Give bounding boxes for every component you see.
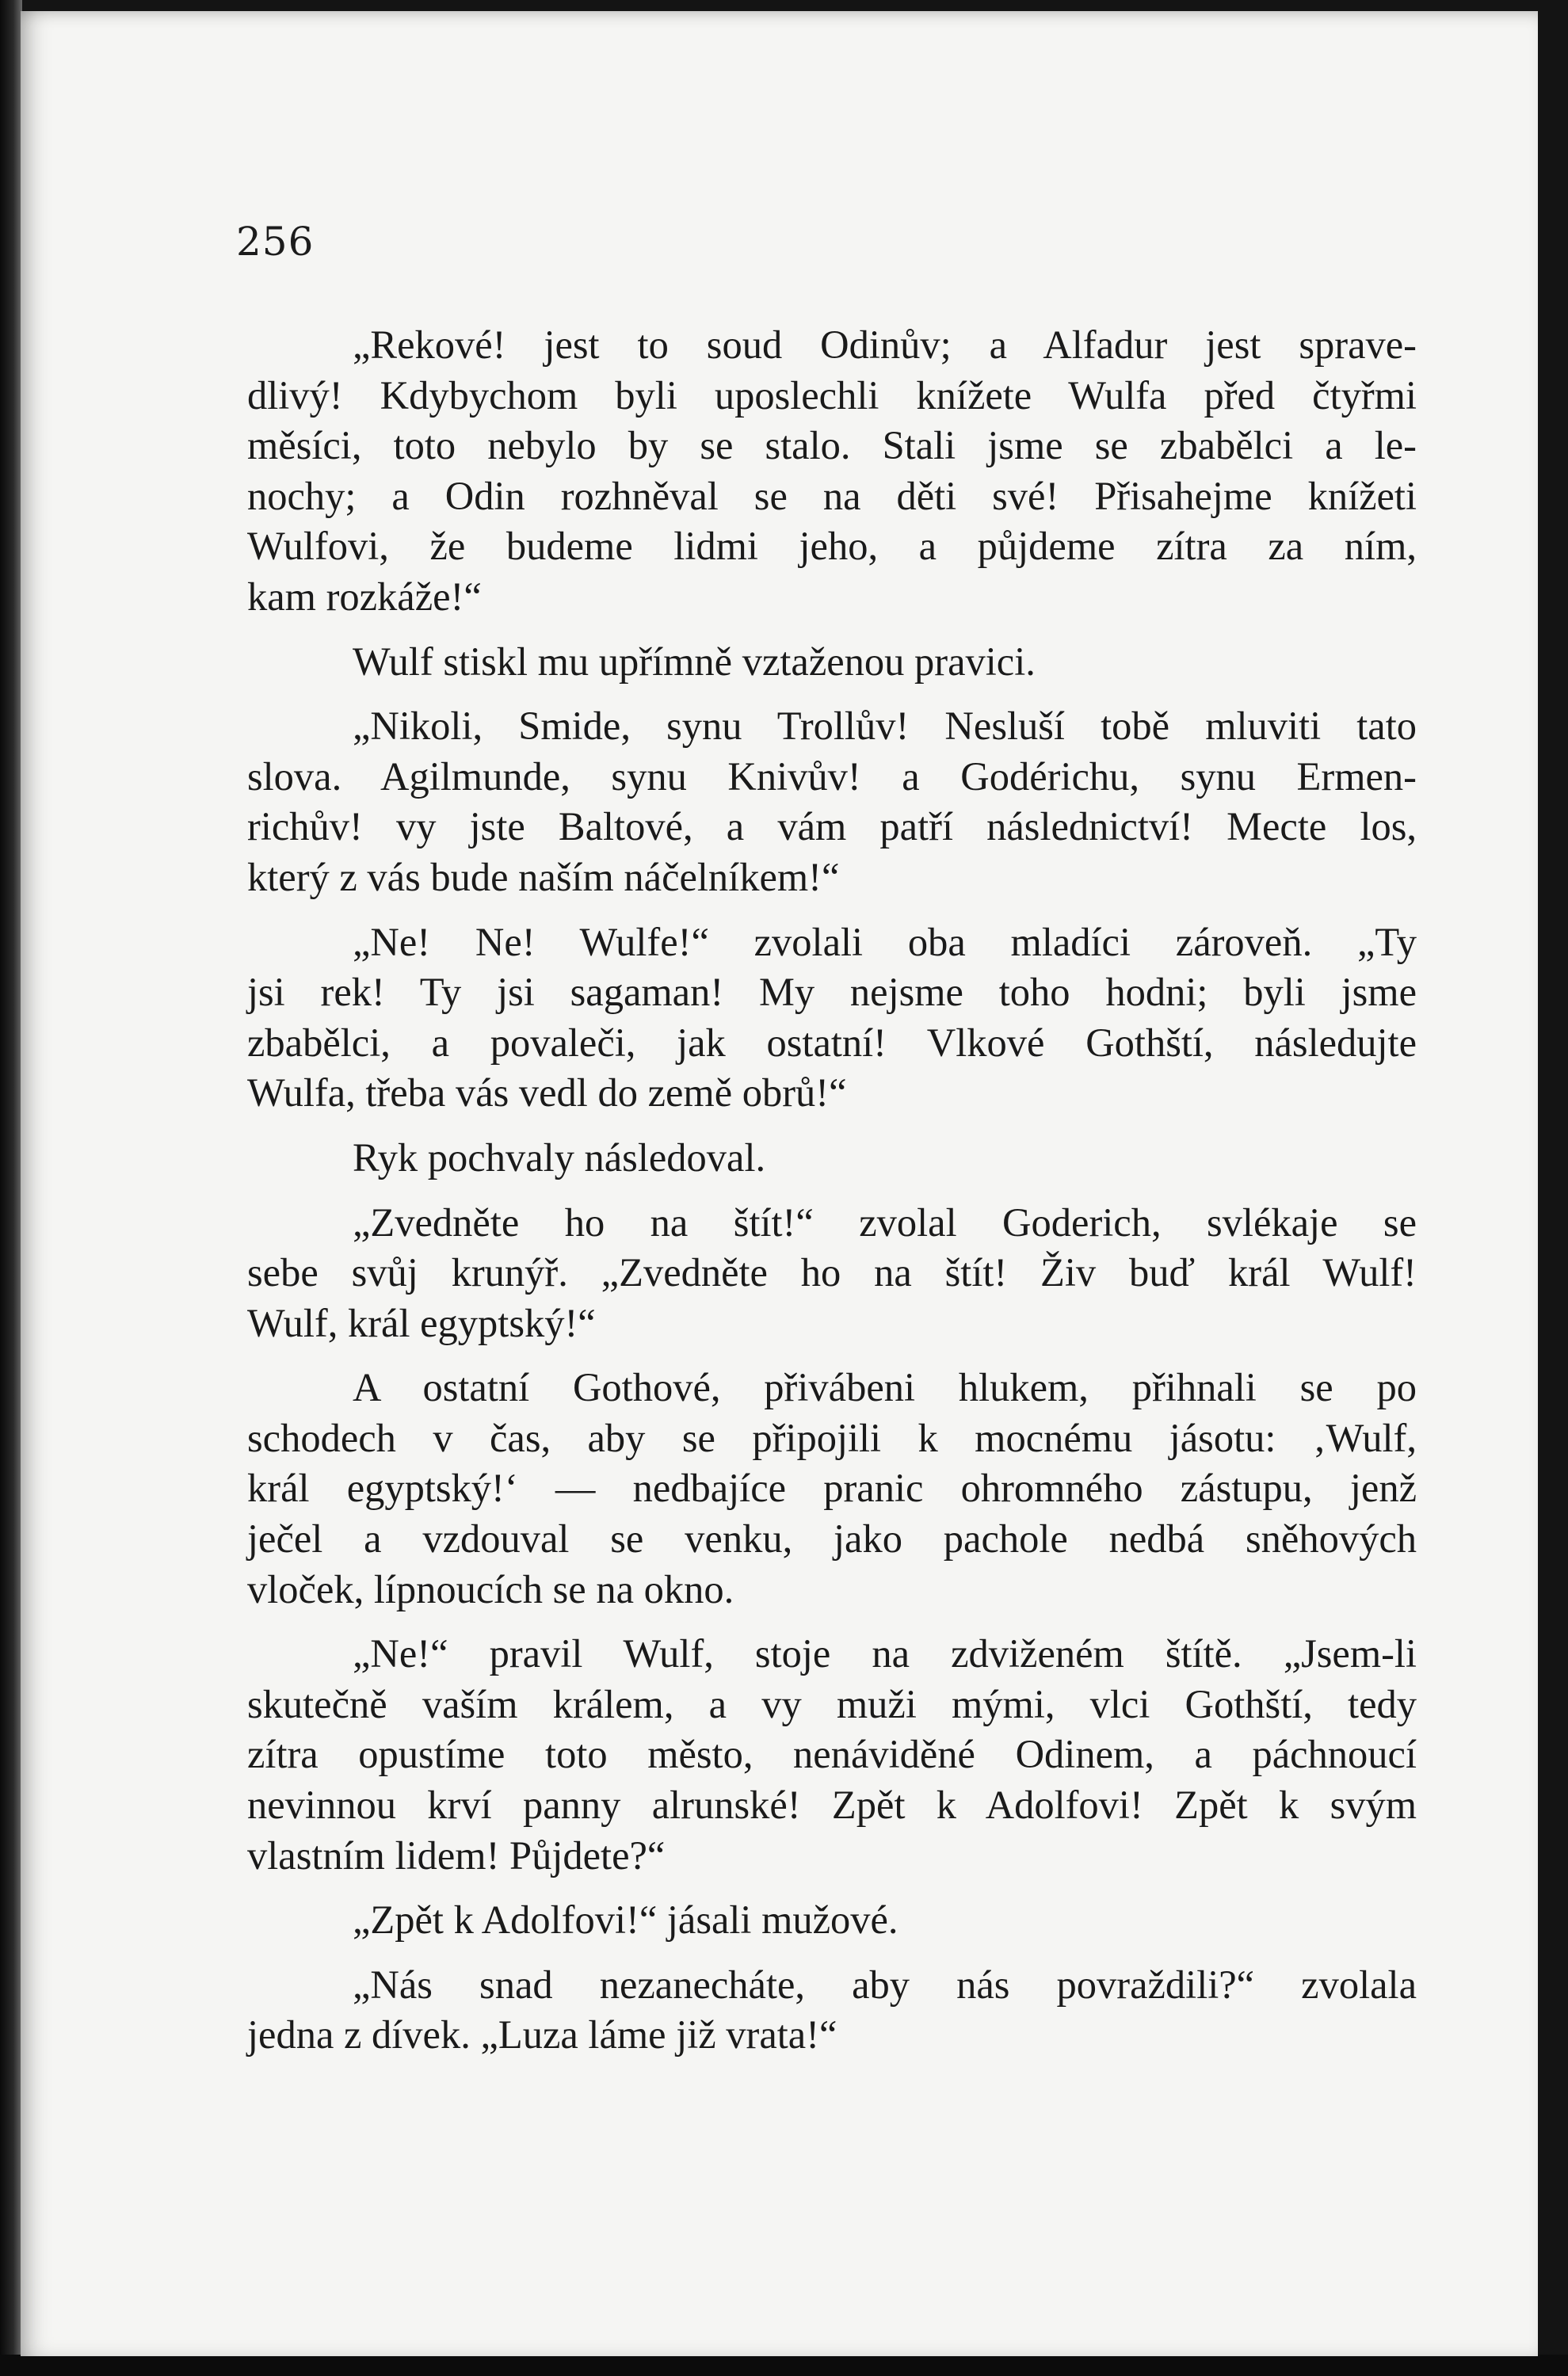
text-line: zbabělci, a povaleči, jak ostatní! Vlkové Gothští, následujte: [247, 1020, 1417, 1065]
paragraph: [247, 637, 1417, 688]
text-line: „Nikoli, Smide, synu Trollův! Nesluší tobě mluviti tato: [353, 704, 1417, 749]
paragraph: [247, 1960, 1417, 2061]
text-line: „Ne!“ pravil Wulf, stoje na zdviženém štítě. „Jsem-li: [353, 1631, 1417, 1676]
scan-edge-bottom: [0, 2355, 1568, 2376]
text-line: sebe svůj krunýř. „Zvedněte ho na štít! Živ buď král Wulf!: [247, 1250, 1417, 1295]
text-line: Wulf stiskl mu upřímně vztaženou pravici.: [353, 639, 1036, 684]
text-line: richův! vy jste Baltové, a vám patří následnictví! Mecte los,: [247, 804, 1417, 849]
paragraph: [247, 320, 1417, 623]
text-line: „Ne! Ne! Wulfe!“ zvolali oba mladíci zároveň. „Ty: [353, 919, 1417, 964]
text-line: Ryk pochvaly následoval.: [353, 1135, 766, 1180]
text-line: Wulfa, třeba vás vedl do země obrů!“: [247, 1070, 847, 1116]
text-line: zítra opustíme toto město, nenáviděné Odinem, a páchnoucí: [247, 1732, 1417, 1777]
paragraph: [247, 1198, 1417, 1349]
text-line: „Zvedněte ho na štít!“ zvolal Goderich, svlékaje se: [353, 1199, 1417, 1245]
text-line: vloček, lípnoucích se na okno.: [247, 1566, 734, 1611]
text-line: Wulfovi, že budeme lidmi jeho, a půjdeme zítra za ním,: [247, 524, 1417, 569]
scan-edge-left: [0, 0, 22, 2376]
paragraph: [247, 1133, 1417, 1184]
text-line: „Nás snad nezanecháte, aby nás povraždili?“ zvolala: [353, 1962, 1417, 2007]
text-line: kam rozkáže!“: [247, 574, 482, 619]
book-page: [21, 11, 1538, 2356]
paragraph: [247, 701, 1417, 902]
text-line: měsíci, toto nebylo by se stalo. Stali jsme se zbabělci a le-: [247, 423, 1417, 468]
text-line: který z vás bude naším náčelníkem!“: [247, 854, 840, 899]
text-line: A ostatní Gothové, přivábeni hlukem, přihnali se po: [353, 1365, 1417, 1410]
text-line: nevinnou krví panny alrunské! Zpět k Adolfovi! Zpět k svým: [247, 1783, 1417, 1828]
text-line: dlivý! Kdybychom byli uposlechli knížete Wulfa před čtyřmi: [247, 372, 1417, 418]
paragraph: [247, 917, 1417, 1119]
text-line: jsi rek! Ty jsi sagaman! My nejsme toho hodni; byli jsme: [247, 970, 1417, 1015]
paragraph: [247, 1363, 1417, 1615]
text-line: nochy; a Odin rozhněval se na děti své! Přisahejme knížeti: [247, 473, 1417, 518]
paragraph: [247, 1895, 1417, 1946]
text-line: ječel a vzdouval se venku, jako pachole nedbá sněhových: [247, 1516, 1417, 1562]
text-line: „Rekové! jest to soud Odinův; a Alfadur jest sprave-: [353, 322, 1417, 367]
text-line: „Zpět k Adolfovi!“ jásali mužové.: [353, 1897, 898, 1943]
paragraph: [247, 1629, 1417, 1881]
body-text: [247, 320, 1417, 2075]
text-line: skutečně vaším králem, a vy muži mými, vlci Gothští, tedy: [247, 1681, 1417, 1726]
text-line: slova. Agilmunde, synu Knivův! a Godérichu, synu Ermen-: [247, 753, 1417, 799]
text-line: schodech v čas, aby se připojili k mocnému jásotu: ‚Wulf,: [247, 1415, 1417, 1460]
text-line: král egyptský!‘ — nedbajíce pranic ohromného zástupu, jenž: [247, 1466, 1417, 1511]
text-line: jedna z dívek. „Luza láme již vrata!“: [247, 2012, 837, 2058]
text-line: Wulf, král egyptský!“: [247, 1300, 596, 1345]
text-line: vlastním lidem! Půjdete?“: [247, 1833, 666, 1878]
page-number: 256: [236, 219, 315, 265]
